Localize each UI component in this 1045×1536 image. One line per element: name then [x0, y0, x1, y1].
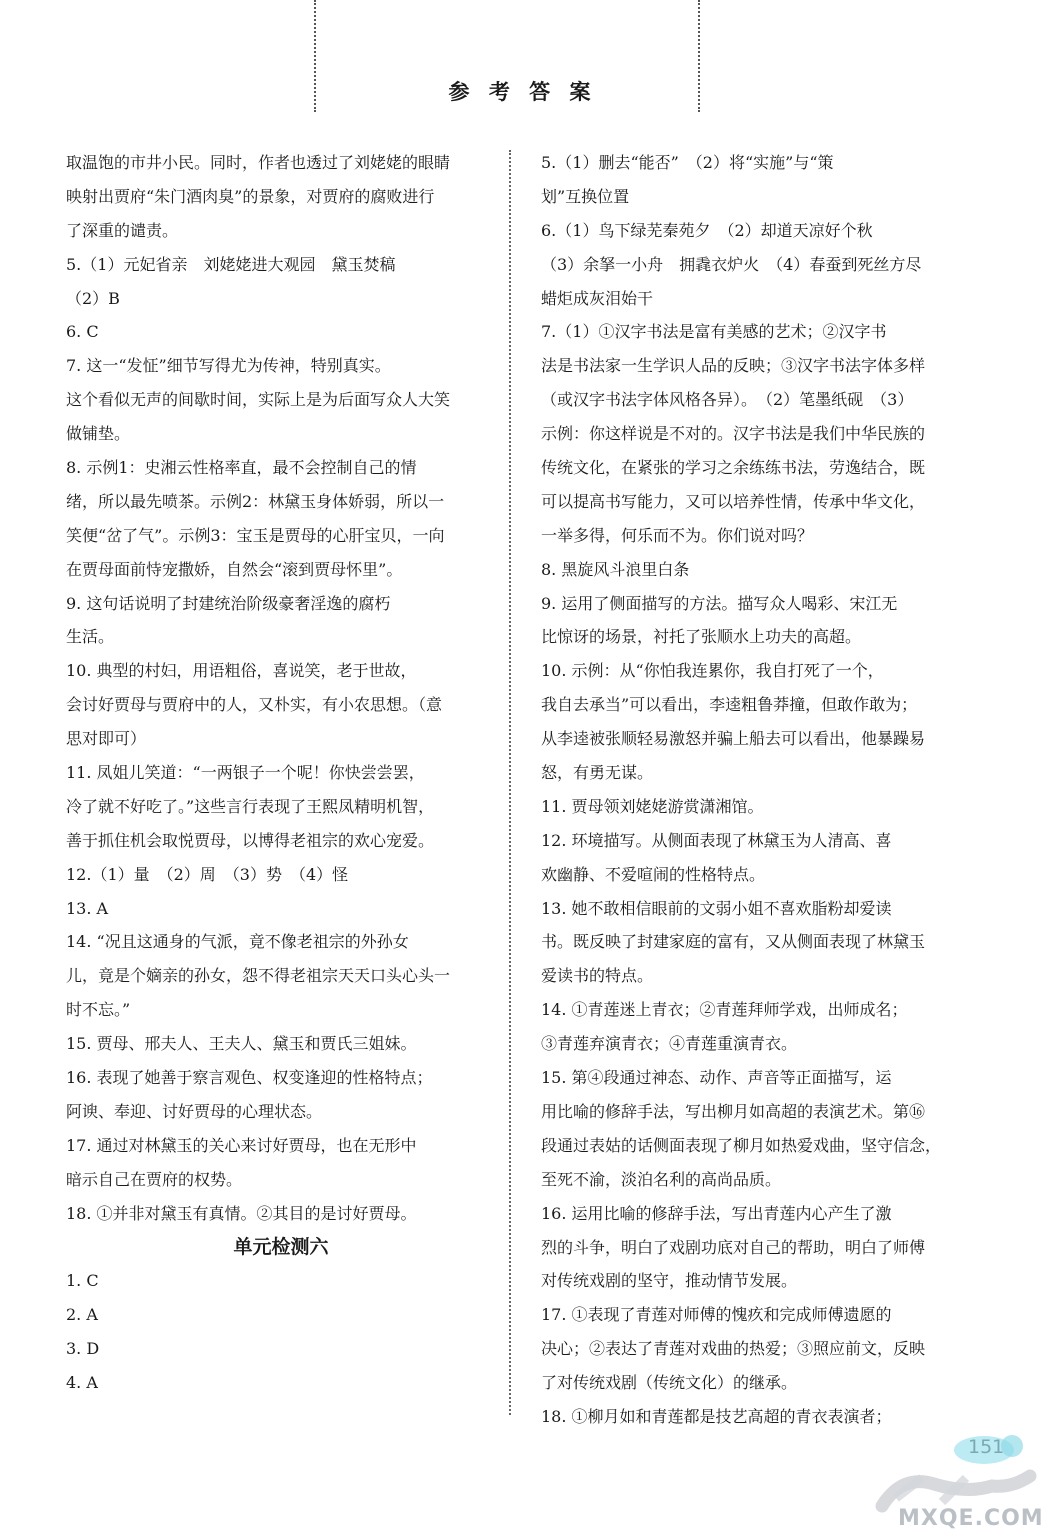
column-divider — [509, 150, 511, 1415]
text-line: 可以提高书写能力，又可以培养性情，传承中华文化， — [541, 491, 926, 511]
text-line: 烈的斗争，明白了戏剧功底对自己的帮助，明白了师傅 — [541, 1237, 926, 1257]
text-line: 13. 她不敢相信眼前的文弱小姐不喜欢脂粉却爱读 — [541, 898, 892, 918]
text-line: 8. 示例1：史湘云性格率直，最不会控制自己的情 — [66, 458, 417, 478]
right-column — [541, 146, 951, 1434]
text-line: ③青莲弃演青衣；④青莲重演青衣。 — [541, 1034, 798, 1054]
text-line: 10. 典型的村妇，用语粗俗，喜说笑，老于世故， — [66, 661, 417, 681]
text-line: 17. ①表现了青莲对师傅的愧疚和完成师傅遗愿的 — [541, 1305, 892, 1325]
text-line: 从李逵被张顺轻易激怒并骗上船去可以看出，他暴躁易 — [541, 729, 926, 749]
text-line: 11. 贾母领刘姥姥游赏潇湘馆。 — [541, 796, 764, 816]
page-title: 参 考 答 案 — [448, 80, 597, 104]
text-line: 18. ①柳月如和青莲都是技艺高超的青衣表演者； — [541, 1406, 892, 1426]
text-line: 决心；②表达了青莲对戏曲的热爱；③照应前文，反映 — [541, 1339, 926, 1359]
text-line: 做铺垫。 — [66, 424, 131, 444]
text-line: 16. 表现了她善于察言观色、权变逢迎的性格特点； — [66, 1068, 433, 1088]
text-line: 书。既反映了封建家庭的富有，又从侧面表现了林黛玉 — [541, 932, 926, 952]
text-line: 至死不渝，淡泊名利的高尚品质。 — [541, 1169, 782, 1189]
section-heading: 单元检测六 — [233, 1235, 329, 1258]
text-line: 善于抓住机会取悦贾母，以博得老祖宗的欢心宠爱。 — [66, 830, 435, 850]
text-line: 6. C — [66, 322, 99, 342]
text-line: （3）余拏一小舟 拥毳衣炉火 （4）春蚕到死丝方尽 — [541, 254, 922, 274]
text-line: 12.（1）量 （2）周 （3）势 （4）怪 — [66, 864, 349, 884]
text-line: 对传统戏剧的坚守，推动情节发展。 — [541, 1271, 798, 1291]
text-line: 13. A — [66, 898, 109, 918]
text-line: 划”互换位置 — [541, 186, 630, 206]
text-line: 9. 运用了侧面描写的方法。描写众人喝彩、宋江无 — [541, 593, 898, 613]
text-line: 传统文化，在紧张的学习之余练练书法，劳逸结合，既 — [541, 458, 926, 478]
text-line: 2. A — [66, 1305, 98, 1325]
text-line: 时不忘。” — [66, 1000, 131, 1020]
text-line: 15. 第④段通过神态、动作、声音等正面描写，运 — [541, 1068, 892, 1088]
text-line: 会讨好贾母与贾府中的人，又朴实，有小农思想。（意 — [66, 695, 443, 715]
text-line: （2）B — [66, 288, 120, 308]
text-line: 笑便“岔了气”。示例3：宝玉是贾母的心肝宝贝，一向 — [66, 525, 445, 545]
text-line: 9. 这句话说明了封建统治阶级豪奢淫逸的腐朽 — [66, 593, 391, 613]
text-line: （或汉字书法字体风格各异）。 （2）笔墨纸砚 （3） — [541, 390, 914, 410]
left-column — [66, 146, 476, 1400]
text-line: 14. ①青莲迷上青衣；②青莲拜师学戏，出师成名； — [541, 1000, 908, 1020]
text-line: 6.（1）鸟下绿芜秦苑夕 （2）却道天凉好个秋 — [541, 220, 873, 240]
text-line: 11. 凤姐儿笑道：“一两银子一个呢！你快尝尝罢， — [66, 763, 425, 783]
text-line: 这个看似无声的间歇时间，实际上是为后面写众人大笑 — [66, 390, 451, 410]
text-line: 5.（1）删去“能否” （2）将“实施”与“策 — [541, 153, 834, 172]
text-line: 冷了就不好吃了。”这些言行表现了王熙凤精明机智， — [66, 796, 435, 816]
text-line: 14. “况且这通身的气派，竟不像老祖宗的外孙女 — [66, 932, 409, 952]
text-line: 欢幽静、不爱喧闹的性格特点。 — [541, 864, 766, 884]
text-line: 5.（1）元妃省亲 刘姥姥进大观园 黛玉焚稿 — [66, 254, 396, 274]
text-line: 10. 示例：从“你怕我连累你，我自打死了一个， — [541, 661, 884, 681]
text-line: 15. 贾母、邢夫人、王夫人、黛玉和贾氏三姐妹。 — [66, 1034, 417, 1054]
text-line: 取温饱的市井小民。同时，作者也透过了刘姥姥的眼睛 — [66, 153, 451, 172]
text-line: 18. ①并非对黛玉有真情。②其目的是讨好贾母。 — [66, 1203, 417, 1223]
text-line: 在贾母面前恃宠撒娇，自然会“滚到贾母怀里”。 — [66, 559, 403, 579]
text-line: 用比喻的修辞手法，写出柳月如高超的表演艺术。第⑯ — [541, 1101, 926, 1121]
text-line: 3. D — [66, 1339, 100, 1359]
text-line: 7. 这一“发怔”细节写得尤为传神，特别真实。 — [66, 356, 391, 376]
text-line: 4. A — [66, 1373, 98, 1393]
text-line: 映射出贾府“朱门酒肉臭”的景象，对贾府的腐败进行 — [66, 186, 435, 206]
text-line: 12. 环境描写。从侧面表现了林黛玉为人清高、喜 — [541, 830, 892, 850]
text-line: 1. C — [66, 1271, 99, 1291]
text-line: 段通过表姑的话侧面表现了柳月如热爱戏曲，坚守信念， — [541, 1135, 942, 1155]
text-line: 16. 运用比喻的修辞手法，写出青莲内心产生了激 — [541, 1203, 892, 1223]
text-line: 生活。 — [66, 627, 115, 647]
text-line: 暗示自己在贾府的权势。 — [66, 1169, 243, 1189]
text-line: 比惊讶的场景，衬托了张顺水上功夫的高超。 — [541, 627, 862, 647]
text-line: 蜡炬成灰泪始干 — [541, 288, 654, 308]
text-line: 阿谀、奉迎、讨好贾母的心理状态。 — [66, 1101, 323, 1121]
text-line: 一举多得，何乐而不为。你们说对吗？ — [541, 525, 814, 545]
text-line: 示例：你这样说是不对的。汉字书法是我们中华民族的 — [541, 424, 926, 444]
text-line: 7.（1）①汉字书法是富有美感的艺术；②汉字书 — [541, 322, 887, 342]
text-line: 了深重的谴责。 — [66, 220, 179, 240]
text-line: 了对传统戏剧（传统文化）的继承。 — [541, 1373, 798, 1393]
text-line: 我自去承当”可以看出，李逵粗鲁莽撞，但敢作敢为； — [541, 695, 918, 715]
text-line: 怒，有勇无谋。 — [541, 763, 654, 783]
text-line: 绪，所以最先喷茶。示例2：林黛玉身体娇弱，所以一 — [66, 491, 445, 511]
watermark-text: MXQE.COM — [898, 1506, 1044, 1531]
text-line: 17. 通过对林黛玉的关心来讨好贾母，也在无形中 — [66, 1135, 417, 1155]
text-line: 8. 黑旋风斗浪里白条 — [541, 559, 690, 579]
text-line: 爱读书的特点。 — [541, 966, 654, 986]
text-line: 思对即可） — [66, 729, 147, 749]
text-line: 法是书法家一生学识人品的反映；③汉字书法字体多样 — [541, 356, 926, 376]
text-line: 儿，竟是个嫡亲的孙女，怨不得老祖宗天天口头心头一 — [66, 966, 451, 986]
